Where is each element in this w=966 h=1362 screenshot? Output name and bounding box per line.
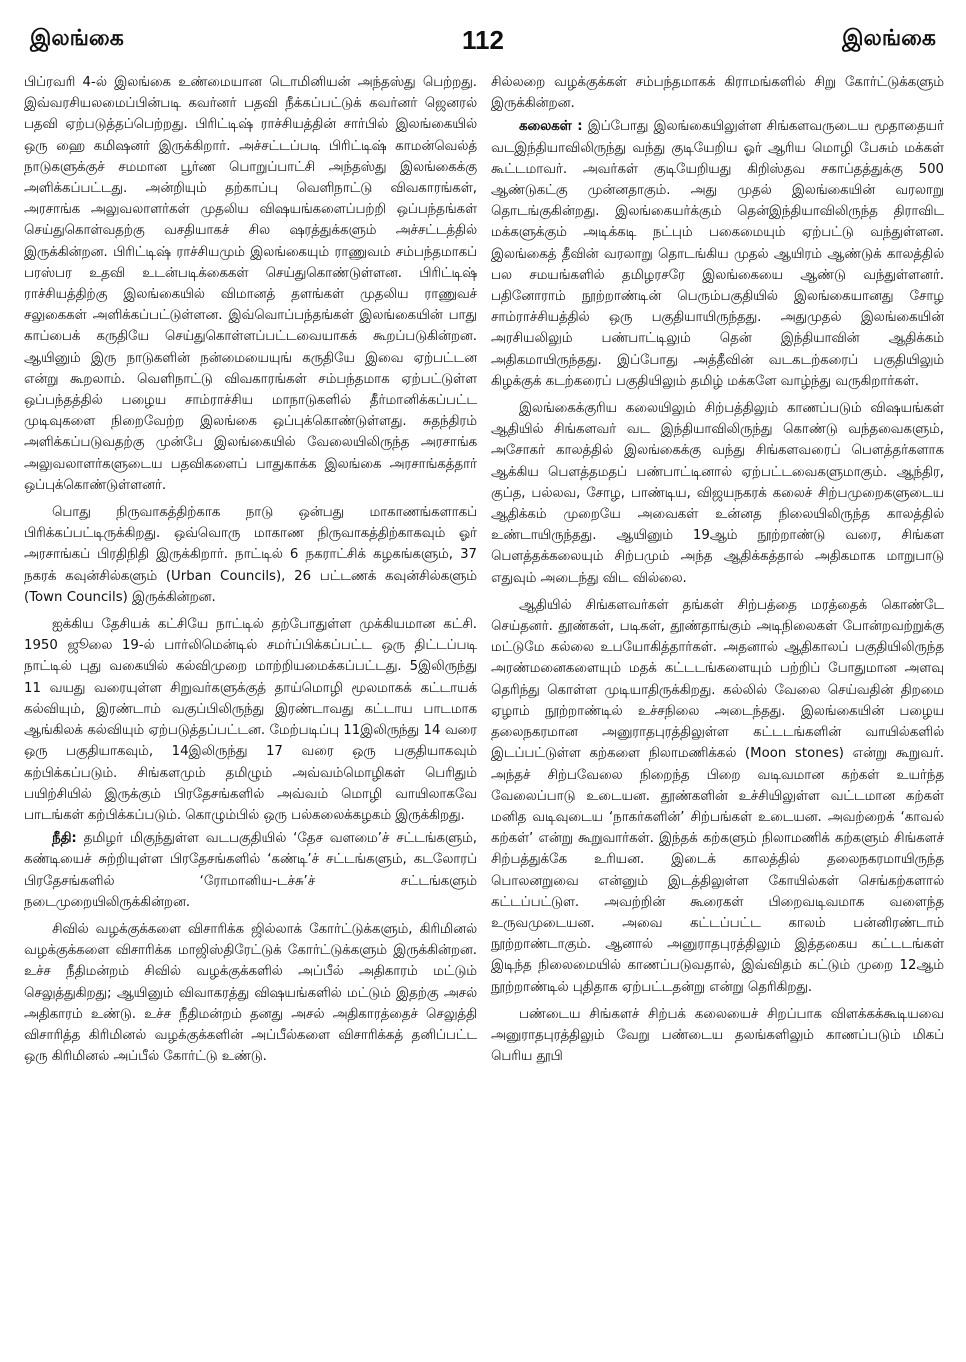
- page-header: [30, 20, 936, 60]
- paragraph: [24, 614, 477, 826]
- right-column: [491, 72, 944, 1352]
- paragraph: [491, 116, 944, 392]
- paragraph-text: இப்போது இலங்கையிலுள்ள சிங்களவருடைய மூதாதையர் வடஇந்தியாவிலிருந்து வந்து குடியேறிய ஓர் ஆரிய மொழி பேசும் மக்கள் கூட்டமாவர். அவர்கள் குடியேறியது கிறிஸ்தவ சகாப்தத்துக்கு 500 ஆண்டுகட்கு முன்னதாகும். அது முதல் இலங்கையின் வரலாறு தொடங்குகின்றது. இலங்கையர்க்கும் தென்இந்தியாவிலிருந்த திராவிட மக்களுக்கும் அடிக்கடி நட்பும் பகைமையும் ஏற்பட்டு வந்துள்ளன. இலங்கைத் தீவின் வரலாறு தொடங்கிய முதல் ஆயிரம் ஆண்டுக் காலத்தில் பல சமயங்களில் தமிழரசரே இலங்கையை ஆண்டு வந்துள்ளனர். பதினோராம் நூற்றாண்டின் பெரும்பகுதியில் இலங்கையானது சோழ சாம்ராச்சியத்தில் ஒரு பகுதியாயிருந்தது. அதுமுதல் இலங்கையின் அரசியலிலும் பண்பாட்டிலும் தென் இந்தியாவின் ஆதிக்கம் அதிகமாயிருந்தது. இப்போது அத்தீவின் வடகடற்கரைப் பகுதியிலும் கிழக்குக் கடற்கரைப் பகுதியிலும் தமிழ் மக்களே வாழ்ந்து வருகிறார்கள்.: [491, 119, 944, 389]
- section-heading-justice: நீதி:: [52, 831, 77, 847]
- paragraph-text: சிவில் வழக்குக்களை விசாரிக்க ஜில்லாக் கோர்ட்டுக்களும், கிரிமினல் வழக்குக்களை விசாரிக்க மாஜிஸ்திரேட்டுக் கோர்ட்டுக்களும் இருக்கின்றன. உச்ச நீதிமன்றம் சிவில் வழக்குக்களில் அப்பீல் அதிகாரம் மட்டும் செலுத்துகிறது; ஆயினும் விவாகரத்து விஷயங்களில் மட்டும் இதற்கு அசல் அதிகாரம் உண்டு. உச்ச நீதிமன்றம் தனது அசல் அதிகாரத்தைச் செலுத்தி விசாரித்த கிரிமினல் வழக்குக்களின் அப்பீல்களை விசாரிக்கத் தனிப்பட்ட ஒரு கிரிமினல் அப்பீல் கோர்ட்டு உண்டு.: [24, 921, 477, 1065]
- paragraph-text: பொது நிருவாகத்திற்காக நாடு ஒன்பது மாகாணங்களாகப் பிரிக்கப்பட்டிருக்கிறது. ஒவ்வொரு மாகாண நிருவாகத்திற்காகவும் ஓர் அரசாங்கப் பிரதிநிதி இருக்கிறார். நாட்டில் 6 நகராட்சிக் கழகங்களும், 37 நகரக் கவுன்சில்களும் (Urban Councils), 26 பட்டணக் கவுன்சில்களும் (Town Councils) இருக்கின்றன.: [24, 505, 477, 605]
- paragraph-text: சில்லறை வழக்குக்கள் சம்பந்தமாகக் கிராமங்களில் சிறு கோர்ட்டுக்களும் இருக்கின்றன.: [491, 75, 944, 112]
- paragraph-text: பண்டைய சிங்களச் சிற்பக் கலையைச் சிறப்பாக விளக்கக்கூடியவை அனுராதபுரத்திலும் வேறு பண்டைய தலங்களிலும் காணப்படும் மிகப் பெரிய தூபி: [491, 1006, 944, 1065]
- running-head-left: இலங்கை: [30, 26, 124, 51]
- paragraph: [491, 398, 944, 589]
- paragraph: [24, 828, 477, 913]
- paragraph-text: ஐக்கிய தேசியக் கட்சியே நாட்டில் தற்போதுள்ள முக்கியமான கட்சி. 1950 ஜூலை 19-ல் பார்லிமென்டில் சமர்ப்பிக்கப்பட்ட ஒரு திட்டப்படி நாட்டில் புது வகையில் கல்விமுறை மாற்றியமைக்கப்பட்டது. 5இலிருந்து 11 வயது வரையுள்ள சிறுவர்களுக்குத் தாய்மொழி மூலமாகக் கட்டாயக் கல்வியும், இரண்டாம் வகுப்பிலிருந்து இரண்டாவது கட்டாய பாடமாக ஆங்கிலக் கல்வியும் ஏற்படுத்தப்பட்டன. மேற்படிப்பு 11இலிருந்து 14 வரை ஒரு பகுதியாகவும், 14இலிருந்து 17 வரை ஒரு பகுதியாகவும் கற்பிக்கப்படும். சிங்களமும் தமிழும் அவ்வம்மொழிகள் பெரிதும் பயிற்சியில் இருக்கும் பிரதேசங்களில் அவ்வம் மொழி வாயிலாகவே பாடங்கள் கற்பிக்கப்படும். கொழும்பில் ஒரு பல்கலைக்கழகம் இருக்கிறது.: [24, 617, 477, 823]
- page-number: 112: [462, 24, 504, 55]
- text-columns: [24, 72, 944, 1352]
- paragraph: [24, 502, 477, 608]
- running-head-right: இலங்கை: [842, 26, 936, 51]
- paragraph-text: தமிழர் மிகுந்துள்ள வடபகுதியில் ‘தேச வளமை’ச் சட்டங்களும், கண்டியைச் சுற்றியுள்ள பிரதேசங்களில் ‘கண்டி’ச் சட்டங்களும், கடலோரப் பிரதேசங்களில் ‘ரோமானிய-டச்சு’ச் சட்டங்களும் நடைமுறையிலிருக்கின்றன.: [24, 831, 477, 910]
- paragraph: [24, 919, 477, 1067]
- section-heading-arts: கலைகள் :: [519, 119, 583, 135]
- paragraph-text: இலங்கைக்குரிய கலையிலும் சிற்பத்திலும் காணப்படும் விஷயங்கள் ஆதியில் சிங்களவர் வட இந்தியாவிலிருந்து கொண்டு வந்தவைகளும், அசோகர் காலத்தில் இலங்கைக்கு வந்து சிங்களவரைப் பௌத்தர்களாக ஆக்கிய பௌத்தமதப் பண்பாட்டினால் ஏற்பட்டவைகளுமாகும். ஆந்திர, குப்த, பல்லவ, சோழ, பாண்டிய, விஜயநகரக் கலைச் சிற்பமுறைகளுடைய ஆதிக்கம் முறையே அவைகள் உன்னத நிலையிலிருந்த காலத்தில் உண்டாயிருந்தது. ஆயினும் 19ஆம் நூற்றாண்டு வரை, சிங்கள பௌத்தக்கலையும் சிற்பமும் அந்த ஆதிக்கத்தால் அதிகமாக மாறுபாடு எதுவும் அடைந்து விட வில்லை.: [491, 401, 944, 586]
- paragraph: [24, 72, 477, 496]
- left-column: [24, 72, 477, 1352]
- paragraph: [491, 72, 944, 114]
- paragraph-text: பிப்ரவரி 4-ல் இலங்கை உண்மையான டொமினியன் அந்தஸ்து பெற்றது. இவ்வரசியலமைப்பின்படி கவர்னர் பதவி நீக்கப்பட்டுக் கவர்னர் ஜெனரல் பதவி ஏற்படுத்தப்பெற்றது. பிரிட்டிஷ் ராச்சியத்தின் சார்பில் இலங்கையில் ஒரு ஹை கமிஷனர் இருக்கிறார். அச்சட்டப்படி பிரிட்டிஷ் காமன்வெல்த் நாடுகளுக்குச் சமமான பூர்ண பொறுப்பாட்சி அந்தஸ்து இலங்கைக்கு அளிக்கப்பட்டது. அன்றியும் தற்காப்பு வெளிநாட்டு விவகாரங்கள், அரசாங்க அலுவலாளர்கள் முதலிய விஷயங்களைப்பற்றி ஒப்பந்தங்கள் செய்துகொள்வதற்கு வசதியாகச் சில ஷரத்துக்களும் அச்சட்டத்தில் இருக்கின்றன. பிரிட்டிஷ் ராச்சியமும் இலங்கையும் ராணுவம் சம்பந்தமாகப் பரஸ்பர உதவி உடன்படிக்கைகள் செய்துகொண்டுள்ளன. பிரிட்டிஷ் ராச்சியத்திற்கு இலங்கையில் விமானத் தளங்கள் முதலிய ராணுவச் சலுகைகள் அளிக்கப்பட்டுள்ளன. இவ்வொப்பந்தங்கள் இலங்கையின் பாது காப்பைக் கருதியே செய்துகொள்ளப்பட்டவையாகக் கூறப்படுகின்றன. ஆயினும் இரு நாடுகளின் நன்மையையுங் கருதியே இவை ஏற்பட்டன என்று கூறலாம். வெளிநாட்டு விவகாரங்கள் சம்பந்தமாக ஏற்பட்டுள்ள ஒப்பந்தத்தில் பழைய சாம்ராச்சிய மாநாடுகளில் தீர்மானிக்கப்பட்ட முடிவுகளை நிறைவேற்ற இலங்கை ஒப்புக்கொண்டுள்ளது. சுதந்திரம் அளிக்கப்படுவதற்கு முன்பே இலங்கையில் வேலையிலிருந்த அரசாங்க அலுவலாளர்களுடைய பதவிகளைப் பாதுகாக்க இலங்கை அரசாங்கத்தார் ஒப்புக்கொண்டுள்ளனர்.: [24, 75, 477, 493]
- paragraph-text: ஆதியில் சிங்களவர்கள் தங்கள் சிற்பத்தை மரத்தைக் கொண்டே செய்தனர். தூண்கள், படிகள், தூண்தாங்கும் அடிநிலைகள் போன்றவற்றுக்கு மட்டுமே கல்லை உபயோகித்தார்கள். அதனால் ஆதிகாலப் பகுதியிலிருந்த அரண்மனைகளையும் மதக் கட்டடங்களையும் பற்றிப் போதுமான அளவு தெரிந்து கொள்ள முடியாதிருக்கிறது. கல்லில் வேலை செய்வதின் திறமை ஏழாம் நூற்றாண்டில் உச்சநிலை அடைந்தது. இலங்கையின் பழைய தலைநகரமான அனுராதபுரத்திலுள்ள கட்டடங்களின் வாயில்களில் இடப்பட்டுள்ள கற்களை நிலாமணிக்கல் (Moon stones) என்று கூறுவர். அந்தச் சிற்பவேலை நிறைந்த பிறை வடிவமான கற்கள் உயர்ந்த வேலைப்பாடு உடையன. தூண்களின் உச்சியிலுள்ள வட்டமான கற்கள் மனித வடிவுடைய ‘நாகர்களின்’ சிற்பங்கள் உடையன. அவற்றைக் ‘காவல் கற்கள்’ என்று கூறுவார்கள். இந்தக் கற்களும் நிலாமணிக் கற்களும் சிங்களச் சிற்பத்துக்கே உரியன. இடைக் காலத்தில் தலைநகரமாயிருந்த பொலனறுவை என்னும் இடத்திலுள்ள கோயில்கள் செங்கற்களால் கட்டப்பட்டுள. அவற்றின் கூரைகள் பிறைவடிவமாக வளைந்த உருவமுடையன. அவை கட்டப்பட்ட காலம் பன்னிரண்டாம் நூற்றாண்டாகும். ஆனால் அனுராதபுரத்திலும் இத்தகைய கட்டடங்கள் இடிந்த நிலைமையில் காணப்படுவதால், இவ்விதம் கட்டும் முறை 12ஆம் நூற்றாண்டில் புதிதாக ஏற்பட்டதன்று என்று தெரிகிறது.: [491, 597, 944, 995]
- paragraph: [491, 595, 944, 998]
- paragraph: [491, 1004, 944, 1068]
